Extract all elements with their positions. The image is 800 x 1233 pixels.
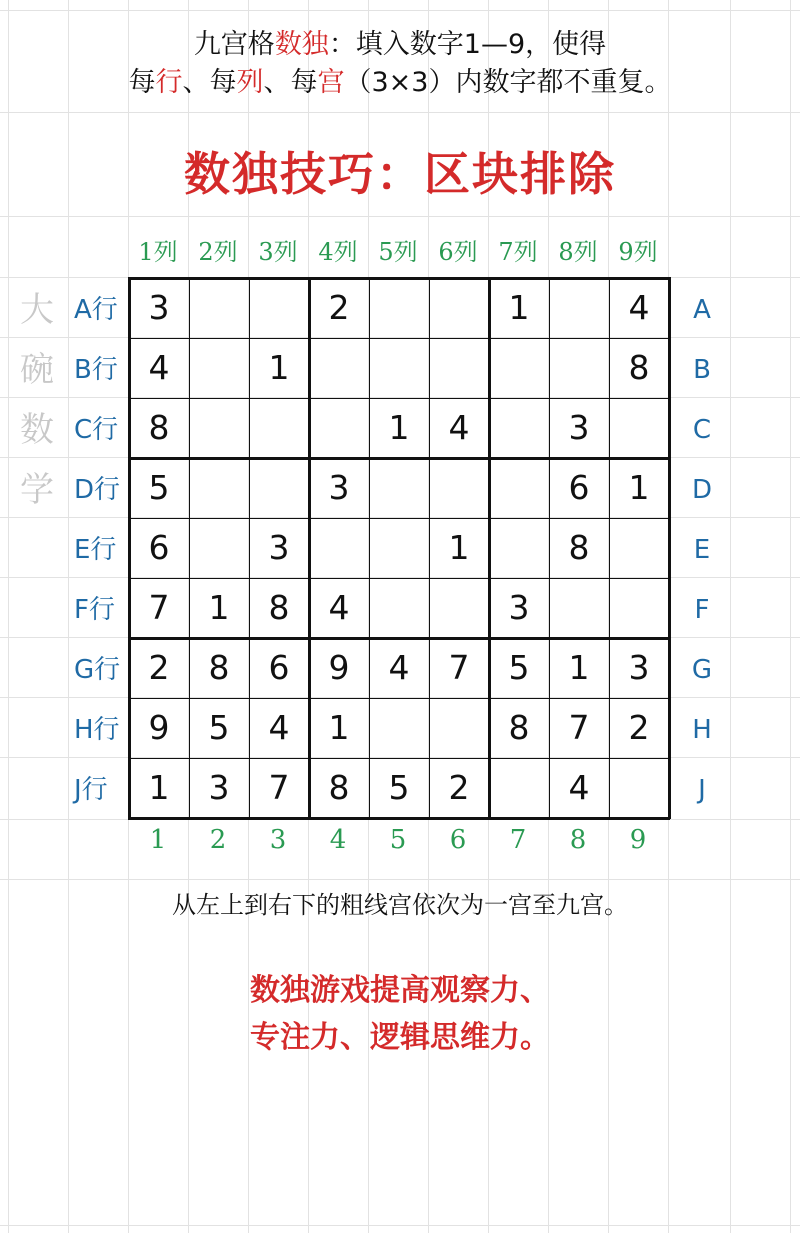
sudoku-cell[interactable] bbox=[429, 338, 489, 398]
sudoku-cell[interactable]: 3 bbox=[568, 408, 590, 447]
grid-line bbox=[0, 112, 800, 113]
sudoku-cell[interactable] bbox=[309, 338, 369, 398]
sudoku-cell[interactable] bbox=[609, 398, 669, 458]
sudoku-cell[interactable] bbox=[309, 398, 369, 458]
board-line bbox=[128, 817, 670, 820]
sudoku-cell[interactable]: 3 bbox=[268, 528, 290, 567]
row-header: F行 bbox=[74, 595, 115, 625]
sudoku-cell[interactable] bbox=[489, 398, 549, 458]
intro-segment: 行 bbox=[155, 67, 183, 98]
sudoku-cell[interactable] bbox=[189, 338, 249, 398]
grid-line bbox=[0, 10, 800, 11]
grid-line bbox=[8, 0, 9, 1233]
slogan-line-1: 数独游戏提高观察力、 bbox=[250, 973, 550, 1008]
sudoku-cell[interactable]: 7 bbox=[268, 768, 290, 807]
row-right-label: E bbox=[693, 535, 711, 565]
sudoku-cell[interactable] bbox=[189, 458, 249, 518]
board-line bbox=[609, 277, 610, 819]
sudoku-cell[interactable]: 1 bbox=[568, 648, 590, 687]
sudoku-cell[interactable]: 5 bbox=[148, 468, 170, 507]
grid-line bbox=[790, 0, 791, 1233]
sudoku-cell[interactable]: 8 bbox=[568, 528, 590, 567]
intro-segment: 九宫格 bbox=[193, 29, 275, 60]
row-header: C行 bbox=[74, 415, 119, 445]
board-line bbox=[128, 698, 670, 699]
sudoku-cell[interactable]: 4 bbox=[628, 288, 650, 327]
side-char: 碗 bbox=[20, 350, 54, 390]
grid-line bbox=[0, 1225, 800, 1226]
sudoku-cell[interactable] bbox=[609, 578, 669, 638]
sudoku-cell[interactable]: 1 bbox=[508, 288, 530, 327]
sudoku-cell[interactable] bbox=[489, 758, 549, 818]
row-header: D行 bbox=[74, 475, 121, 505]
intro-segment: 、每 bbox=[263, 67, 318, 98]
sudoku-cell[interactable] bbox=[369, 518, 429, 578]
board-line bbox=[128, 578, 670, 579]
intro-segment: 每 bbox=[128, 67, 156, 98]
sudoku-cell[interactable]: 2 bbox=[628, 708, 650, 747]
sudoku-cell[interactable] bbox=[189, 518, 249, 578]
board-line bbox=[488, 277, 491, 819]
sudoku-board bbox=[128, 277, 670, 819]
sudoku-cell[interactable] bbox=[549, 278, 609, 338]
sudoku-cell[interactable]: 3 bbox=[328, 468, 350, 507]
sudoku-cell[interactable]: 5 bbox=[208, 708, 230, 747]
column-footer: 8 bbox=[569, 825, 587, 855]
sudoku-cell[interactable]: 7 bbox=[568, 708, 590, 747]
sudoku-cell[interactable] bbox=[429, 278, 489, 338]
row-right-label: A bbox=[693, 295, 711, 325]
sudoku-cell[interactable] bbox=[249, 278, 309, 338]
sudoku-cell[interactable] bbox=[429, 578, 489, 638]
board-line bbox=[128, 338, 670, 339]
column-header: 3列 bbox=[258, 238, 298, 266]
column-footer: 1 bbox=[149, 825, 167, 855]
sudoku-cell[interactable]: 2 bbox=[328, 288, 350, 327]
row-right-label: C bbox=[692, 415, 712, 445]
sudoku-cell[interactable]: 9 bbox=[328, 648, 350, 687]
column-footer: 7 bbox=[509, 825, 527, 855]
sudoku-cell[interactable] bbox=[189, 398, 249, 458]
row-header: G行 bbox=[74, 655, 121, 685]
sudoku-cell[interactable] bbox=[549, 338, 609, 398]
sudoku-cell[interactable]: 4 bbox=[328, 588, 350, 627]
sudoku-cell[interactable]: 5 bbox=[508, 648, 530, 687]
row-header: E行 bbox=[74, 535, 117, 565]
sudoku-cell[interactable]: 1 bbox=[268, 348, 290, 387]
sudoku-cell[interactable]: 1 bbox=[628, 468, 650, 507]
board-line bbox=[668, 277, 671, 819]
sudoku-cell[interactable]: 1 bbox=[388, 408, 410, 447]
sudoku-cell[interactable]: 2 bbox=[448, 768, 470, 807]
board-line bbox=[128, 398, 670, 399]
page-title: 数独技巧：区块排除 bbox=[184, 147, 616, 201]
board-line bbox=[128, 758, 670, 759]
intro-line-2 bbox=[70, 66, 730, 100]
sudoku-cell[interactable]: 4 bbox=[388, 648, 410, 687]
sudoku-cell[interactable]: 4 bbox=[568, 768, 590, 807]
sudoku-cell[interactable]: 8 bbox=[268, 588, 290, 627]
sudoku-cell[interactable] bbox=[189, 278, 249, 338]
intro-segment: （3×3）内数字都不重复。 bbox=[344, 67, 672, 98]
board-line bbox=[549, 277, 550, 819]
sudoku-cell[interactable] bbox=[609, 518, 669, 578]
sudoku-cell[interactable] bbox=[249, 458, 309, 518]
board-line bbox=[189, 277, 190, 819]
board-line bbox=[128, 457, 670, 460]
column-footer: 5 bbox=[389, 825, 407, 855]
board-line bbox=[128, 277, 670, 280]
sudoku-cell[interactable]: 7 bbox=[148, 588, 170, 627]
sudoku-cell[interactable]: 1 bbox=[148, 768, 170, 807]
board-line bbox=[429, 277, 430, 819]
sudoku-cell[interactable]: 9 bbox=[148, 708, 170, 747]
sudoku-cell[interactable] bbox=[369, 578, 429, 638]
grid-line bbox=[68, 0, 69, 1233]
column-header: 9列 bbox=[618, 238, 658, 266]
sudoku-cell[interactable] bbox=[549, 578, 609, 638]
sudoku-cell[interactable]: 3 bbox=[208, 768, 230, 807]
board-line bbox=[128, 277, 131, 819]
sudoku-cell[interactable]: 7 bbox=[448, 648, 470, 687]
sudoku-cell[interactable] bbox=[609, 758, 669, 818]
intro-segment: ：填入数字1—9，使得 bbox=[328, 29, 607, 60]
row-right-label: B bbox=[693, 355, 711, 385]
sudoku-cell[interactable]: 4 bbox=[268, 708, 290, 747]
column-header: 2列 bbox=[198, 238, 238, 266]
row-right-label: H bbox=[692, 715, 712, 745]
row-right-label: J bbox=[698, 775, 706, 805]
sudoku-cell[interactable]: 3 bbox=[508, 588, 530, 627]
row-right-label: D bbox=[691, 475, 713, 505]
column-header: 1列 bbox=[138, 238, 178, 266]
sudoku-cell[interactable]: 2 bbox=[148, 648, 170, 687]
box-order-note: 从左上到右下的粗线宫依次为一宫至九宫。 bbox=[172, 891, 628, 919]
row-header: A行 bbox=[74, 295, 118, 325]
sudoku-cell[interactable] bbox=[369, 698, 429, 758]
slogan-line-2: 专注力、逻辑思维力。 bbox=[250, 1020, 550, 1055]
sudoku-cell[interactable] bbox=[309, 518, 369, 578]
sudoku-cell[interactable]: 4 bbox=[148, 348, 170, 387]
sudoku-cell[interactable] bbox=[249, 398, 309, 458]
intro-segment: 、每 bbox=[182, 67, 237, 98]
board-line bbox=[128, 518, 670, 519]
row-right-label: G bbox=[691, 655, 713, 685]
grid-line bbox=[0, 879, 800, 880]
row-header: J行 bbox=[74, 775, 108, 805]
board-line bbox=[369, 277, 370, 819]
side-char: 学 bbox=[20, 470, 54, 510]
column-footer: 6 bbox=[449, 825, 467, 855]
intro-segment: 列 bbox=[236, 67, 264, 98]
board-line bbox=[128, 637, 670, 640]
row-header: H行 bbox=[74, 715, 120, 745]
column-footer: 2 bbox=[209, 825, 227, 855]
sudoku-cell[interactable]: 8 bbox=[148, 408, 170, 447]
sudoku-cell[interactable]: 6 bbox=[568, 468, 590, 507]
sudoku-cell[interactable]: 8 bbox=[508, 708, 530, 747]
sudoku-cell[interactable]: 5 bbox=[388, 768, 410, 807]
sudoku-cell[interactable]: 3 bbox=[148, 288, 170, 327]
sudoku-cell[interactable]: 8 bbox=[628, 348, 650, 387]
sudoku-cell[interactable] bbox=[429, 458, 489, 518]
sudoku-cell[interactable]: 1 bbox=[208, 588, 230, 627]
sudoku-cell[interactable]: 1 bbox=[328, 708, 350, 747]
sudoku-cell[interactable] bbox=[369, 458, 429, 518]
column-header: 5列 bbox=[378, 238, 418, 266]
intro-segment: 数独 bbox=[274, 29, 329, 60]
column-footer: 4 bbox=[329, 825, 347, 855]
sudoku-cell[interactable] bbox=[369, 278, 429, 338]
intro-line-1 bbox=[70, 28, 730, 62]
sudoku-cell[interactable]: 3 bbox=[628, 648, 650, 687]
sudoku-cell[interactable]: 6 bbox=[268, 648, 290, 687]
sudoku-cell[interactable] bbox=[489, 338, 549, 398]
row-header: B行 bbox=[74, 355, 118, 385]
row-right-label: F bbox=[694, 595, 710, 625]
sudoku-cell[interactable]: 1 bbox=[448, 528, 470, 567]
column-footer: 9 bbox=[629, 825, 647, 855]
sudoku-cell[interactable] bbox=[489, 518, 549, 578]
board-line bbox=[308, 277, 311, 819]
side-char: 大 bbox=[20, 290, 54, 330]
column-header: 6列 bbox=[438, 238, 478, 266]
sudoku-cell[interactable]: 4 bbox=[448, 408, 470, 447]
column-header: 7列 bbox=[498, 238, 538, 266]
sudoku-cell[interactable]: 6 bbox=[148, 528, 170, 567]
grid-line bbox=[0, 216, 800, 217]
sudoku-cell[interactable] bbox=[489, 458, 549, 518]
column-header: 8列 bbox=[558, 238, 598, 266]
side-char: 数 bbox=[20, 410, 54, 450]
column-header: 4列 bbox=[318, 238, 358, 266]
sudoku-cell[interactable]: 8 bbox=[328, 768, 350, 807]
sudoku-cell[interactable]: 8 bbox=[208, 648, 230, 687]
intro-segment: 宫 bbox=[317, 67, 345, 98]
sudoku-cell[interactable] bbox=[429, 698, 489, 758]
board-line bbox=[249, 277, 250, 819]
column-footer: 3 bbox=[269, 825, 287, 855]
sudoku-cell[interactable] bbox=[369, 338, 429, 398]
